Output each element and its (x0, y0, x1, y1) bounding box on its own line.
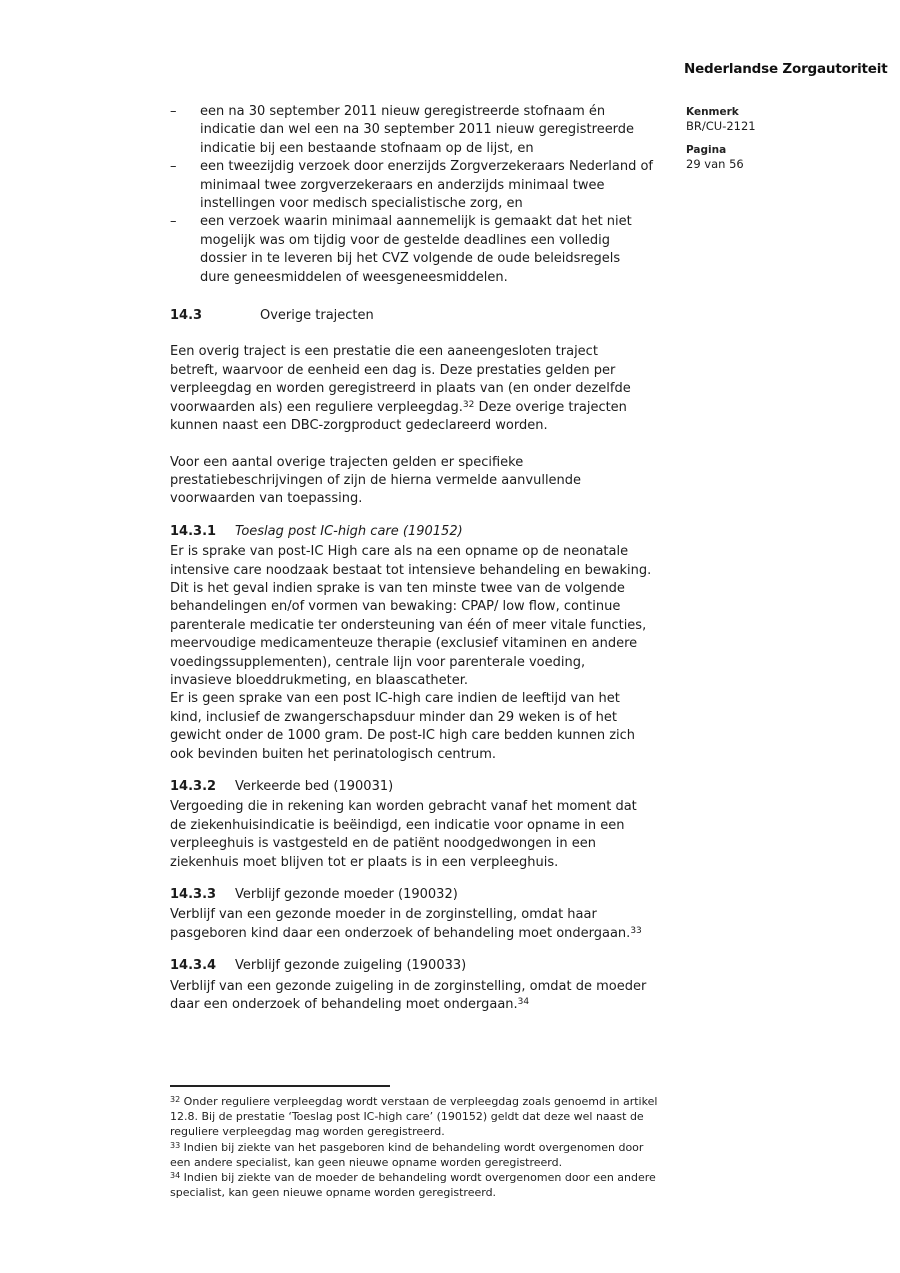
text-line: prestatiebeschrijvingen of zijn de hierna vermelde aanvullende (170, 472, 582, 488)
section-title: Verkeerde bed (190031) (235, 779, 394, 794)
text-line: pasgeboren kind daar een onderzoek of behandeling moet ondergaan.$^{33}$ (170, 925, 642, 941)
text-line: dure geneesmiddelen of weesgeneesmiddelen. (200, 269, 508, 285)
text-line: Dit is het geval indien sprake is van ten minste twee van de volgende (170, 580, 625, 596)
section-heading (170, 523, 690, 541)
footnote-ref: 34 (517, 997, 530, 1008)
bullet-dash: – (170, 159, 177, 175)
footnote-ref: 33 (630, 925, 642, 936)
text-line: verpleegdag en worden geregistreerd in plaats van (en onder dezelfde (170, 381, 631, 397)
section-number: 14.3 (170, 308, 203, 324)
kenmerk-label: Kenmerk (686, 106, 739, 118)
list-item (170, 158, 690, 213)
bullet-dash: – (170, 214, 177, 230)
text-line: kunnen naast een DBC-zorgproduct gedeclareerd worden. (170, 418, 548, 434)
text-line: Er is geen sprake van een post IC-high care indien de leeftijd van het (170, 691, 620, 707)
document-meta (686, 105, 866, 181)
section-heading (170, 307, 690, 325)
text-line: invasieve bloeddrukmeting, en blaascatheter. (170, 672, 469, 688)
text-line: parenterale medicatie ter ondersteuning van één of meer vitale functies, (170, 617, 647, 633)
paragraph (170, 454, 690, 509)
text-line: $^{33}$ Indien bij ziekte van het pasgeboren kind de behandeling wordt overgenomen door (170, 1140, 644, 1154)
text-line: een na 30 september 2011 nieuw geregistreerde stofnaam én (200, 104, 606, 119)
section-heading (170, 957, 690, 975)
section-heading (170, 886, 690, 904)
section-title: Toeslag post IC-high care (190152) (235, 523, 463, 539)
section-number: 14.3.1 (170, 523, 217, 539)
footnote (170, 1140, 710, 1170)
text-line: een andere specialist, kan geen nieuwe opname worden geregistreerd. (170, 1155, 563, 1169)
paragraph (170, 543, 690, 764)
footnotes-section (170, 1085, 710, 1200)
text-line: 12.8. Bij de prestatie ‘Toeslag post IC-high care’ (190152) geldt dat deze wel naast de (170, 1110, 644, 1124)
footnote (170, 1170, 710, 1200)
text-line: een tweezijdig verzoek door enerzijds Zorgverzekeraars Nederland of (200, 159, 654, 175)
text-line: Voor een aantal overige trajecten gelden er specifieke (170, 454, 524, 470)
paragraph (170, 343, 690, 435)
text-line: intensive care noodzaak bestaat tot intensieve behandeling en bewaking. (170, 562, 652, 578)
text-line: kind, inclusief de zwangerschapsduur minder dan 29 weken is of het (170, 709, 617, 725)
bullet-text (200, 158, 653, 213)
footnotes-list (170, 1094, 710, 1200)
text-line: gewicht onder de 1000 gram. De post-IC high care bedden kunnen zich (170, 728, 636, 744)
text-line: minimaal twee zorgverzekeraars en anderzijds minimaal twee (200, 177, 605, 193)
paragraph (170, 906, 690, 943)
list-item (170, 103, 690, 158)
footnote-separator (170, 1085, 390, 1087)
text-line: verpleeghuis is vastgesteld en de patiënt noodgedwongen in een (170, 836, 597, 852)
section-number: 14.3.2 (170, 779, 217, 794)
text-line: behandelingen en/of vormen van bewaking: CPAP/ low flow, continue (170, 599, 621, 615)
footnote-ref: 34 (170, 1171, 181, 1181)
text-line: voedingssupplementen), centrale lijn voor parenterale voeding, (170, 654, 586, 670)
footnote-ref: 32 (462, 399, 475, 410)
section-title: Overige trajecten (260, 308, 374, 324)
text-line: ziekenhuis moet blijven tot er plaats is in een verpleeghuis. (170, 854, 559, 870)
text-line: specialist, kan geen nieuwe opname worden geregistreerd. (170, 1186, 497, 1200)
bullet-text (200, 213, 632, 287)
section-heading (170, 778, 690, 796)
text-line: betreft, waarvoor de eenheid een dag is. Deze prestaties gelden per (170, 362, 616, 378)
pagina-value: 29 van 56 (686, 157, 744, 171)
text-line: indicatie bij een bestaande stofnaam op de lijst, en (200, 140, 534, 156)
kenmerk-value: BR/CU-2121 (686, 119, 756, 133)
text-line: instellingen voor medisch specialistische zorg, en (200, 196, 523, 212)
footnote (170, 1094, 710, 1140)
footnote-ref: 32 (170, 1095, 181, 1104)
text-line: een verzoek waarin minimaal aannemelijk is gemaakt dat het niet (200, 214, 632, 230)
section-number: 14.3.4 (170, 958, 217, 974)
text-line: mogelijk was om tijdig voor de gestelde deadlines een volledig (200, 232, 610, 248)
text-line: indicatie dan wel een na 30 september 2011 nieuw geregistreerde (200, 122, 635, 138)
text-line: voorwaarden van toepassing. (170, 491, 363, 507)
brand-header: Nederlandse Zorgautoriteit (684, 61, 888, 77)
document-body (170, 103, 690, 1032)
text-line: Vergoeding die in rekening kan worden gebracht vanaf het moment dat (170, 799, 637, 815)
text-line: ook bevinden buiten het perinatologisch centrum. (170, 746, 497, 762)
text-line: de ziekenhuisindicatie is beëindigd, een indicatie voor opname in een (170, 817, 625, 833)
text-line: reguliere verpleegdag mag worden geregistreerd. (170, 1125, 445, 1139)
paragraph (170, 978, 690, 1015)
text-line: daar een onderzoek of behandeling moet ondergaan.$^{34}$ (170, 997, 530, 1013)
footnote-ref: 33 (170, 1140, 181, 1150)
text-line: voorwaarden als) een reguliere verpleegdag.$^{32}$ Deze overige trajecten (170, 399, 627, 415)
list-item (170, 213, 690, 287)
text-line: Verblijf van een gezonde zuigeling in de zorginstelling, omdat de moeder (170, 978, 647, 994)
pagina-label: Pagina (686, 144, 727, 156)
section-title: Verblijf gezonde zuigeling (190033) (235, 958, 467, 974)
text-line: meervoudige medicamenteuze therapie (exclusief vitaminen en andere (170, 636, 638, 652)
bullet-text (200, 103, 634, 158)
text-line: $^{32}$ Onder reguliere verpleegdag wordt verstaan de verpleegdag zoals genoemd in artikel (170, 1095, 658, 1108)
section-title: Verblijf gezonde moeder (190032) (235, 887, 458, 903)
bullet-dash: – (170, 104, 177, 119)
text-line: Er is sprake van post-IC High care als na een opname op de neonatale (170, 544, 629, 560)
text-line: Een overig traject is een prestatie die een aaneengesloten traject (170, 344, 598, 360)
paragraph (170, 798, 690, 872)
text-line: dossier in te leveren bij het CVZ volgende de oude beleidsregels (200, 251, 621, 267)
text-line: $^{34}$ Indien bij ziekte van de moeder de behandeling wordt overgenomen door een andere (170, 1171, 656, 1185)
text-line: Verblijf van een gezonde moeder in de zorginstelling, omdat haar (170, 907, 597, 923)
bullet-list (170, 103, 690, 287)
section-number: 14.3.3 (170, 887, 217, 903)
